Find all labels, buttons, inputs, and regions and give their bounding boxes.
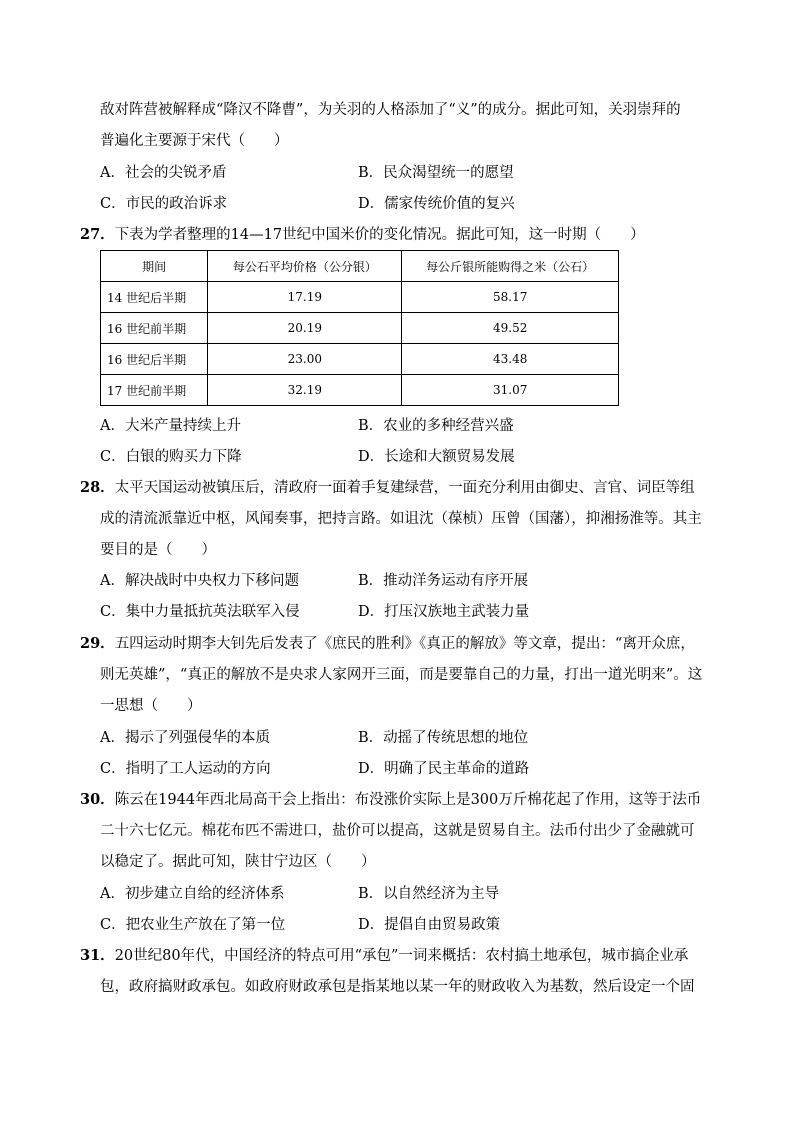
table-row — [101, 375, 619, 406]
q26-option-a: A．社会的尖锐矛盾 — [100, 165, 227, 181]
q29-stem-line-1 — [80, 634, 695, 654]
q26-stem-line-1: 敌对阵营被解释成“降汉不降曹”，为关羽的人格添加了“义”的成分。据此可知，关羽崇拜的 — [100, 102, 681, 118]
q29-option-a: A．揭示了列强侵华的本质 — [100, 730, 270, 746]
q28-option-b: B．推动洋务运动有序开展 — [358, 573, 529, 589]
q28-stem-line-2: 成的清流派靠近中枢，风闻奏事，把持言路。如诅沈（葆桢）压曾（国藩），抑湘扬淮等。其主 — [100, 511, 702, 527]
q27-option-b: B．农业的多种经营兴盛 — [358, 418, 514, 434]
table-cell-price: 32.19 — [208, 375, 402, 406]
q28-stem-line-1 — [80, 478, 695, 498]
table-row — [101, 313, 619, 344]
table-cell-rice: 31.07 — [402, 375, 619, 406]
table-row — [101, 344, 619, 375]
table-cell-price: 17.19 — [208, 282, 402, 313]
table-cell-rice: 43.48 — [402, 344, 619, 375]
q29-number: 29． — [80, 635, 115, 652]
q29-option-d: D．明确了民主革命的道路 — [358, 761, 530, 777]
q30-text-1: 陈云在1944年西北局高干会上指出：布没涨价实际上是300万斤棉花起了作用，这等于法币 — [114, 792, 702, 808]
table-cell-rice: 58.17 — [402, 282, 619, 313]
q28-option-a: A．解决战时中央权力下移问题 — [100, 573, 299, 589]
q30-option-a: A．初步建立自给的经济体系 — [100, 886, 285, 902]
q30-option-c: C．把农业生产放在了第一位 — [100, 917, 286, 933]
q28-option-c: C．集中力量抵抗英法联军入侵 — [100, 604, 300, 620]
q29-text-1: 五四运动时期李大钊先后发表了《庶民的胜利》《真正的解放》等文章，提出：“离开众庶， — [114, 636, 695, 652]
q30-option-b: B．以自然经济为主导 — [358, 886, 500, 902]
q27-text: 下表为学者整理的14—17世纪中国米价的变化情况。据此可知，这一时期（ ） — [114, 227, 645, 243]
q31-number: 31． — [80, 947, 115, 964]
q27-number: 27． — [80, 226, 115, 243]
q28-stem-line-3: 要目的是（ ） — [100, 542, 216, 558]
table-header-period: 期间 — [101, 251, 208, 282]
q26-stem-line-2: 普遍化主要源于宋代（ ） — [100, 133, 289, 149]
q30-number: 30． — [80, 791, 115, 808]
table-cell-period: 16 世纪后半期 — [101, 344, 208, 375]
q30-option-d: D．提倡自由贸易政策 — [358, 917, 501, 933]
q27-stem — [80, 225, 645, 245]
table-header-rice-per-silver: 每公斤银所能购得之米（公石） — [402, 251, 619, 282]
rice-price-table — [100, 250, 619, 406]
q27-option-a: A．大米产量持续上升 — [100, 418, 241, 434]
table-header-avg-price: 每公石平均价格（公分银） — [208, 251, 402, 282]
q31-stem-line-2: 包，政府搞财政承包。如政府财政承包是指某地以某一年的财政收入为基数，然后设定一个固 — [100, 979, 695, 995]
q29-option-b: B．动摇了传统思想的地位 — [358, 730, 529, 746]
q29-option-c: C．指明了工人运动的方向 — [100, 761, 271, 777]
q30-stem-line-3: 以稳定了。据此可知，陕甘宁边区（ ） — [100, 854, 376, 870]
table-cell-price: 20.19 — [208, 313, 402, 344]
table-cell-rice: 49.52 — [402, 313, 619, 344]
q28-number: 28． — [80, 479, 115, 496]
table-cell-period: 17 世纪前半期 — [101, 375, 208, 406]
q27-option-c: C．白银的购买力下降 — [100, 449, 242, 465]
table-row — [101, 282, 619, 313]
q30-stem-line-2: 二十六七亿元。棉花布匹不需进口，盐价可以提高，这就是贸易自主。法币付出少了金融就可 — [100, 823, 695, 839]
q28-text-1: 太平天国运动被镇压后，清政府一面着手复建绿营，一面充分利用由御史、言官、词臣等组 — [114, 480, 695, 496]
q29-stem-line-3: 一思想（ ） — [100, 698, 202, 714]
q31-stem-line-1 — [80, 946, 688, 966]
table-cell-period: 16 世纪前半期 — [101, 313, 208, 344]
q30-stem-line-1 — [80, 790, 701, 810]
q26-option-d: D．儒家传统价值的复兴 — [358, 196, 515, 212]
table-cell-price: 23.00 — [208, 344, 402, 375]
q29-stem-line-2: 则无英雄”，“真正的解放不是央求人家网开三面，而是要靠自己的力量，打出一道光明来”。这 — [100, 667, 703, 683]
q26-option-c: C．市民的政治诉求 — [100, 196, 228, 212]
q28-option-d: D．打压汉族地主武装力量 — [358, 604, 530, 620]
q31-text-1: 20世纪80年代，中国经济的特点可用“承包”一词来概括：农村搞土地承包，城市搞企业承 — [114, 948, 689, 964]
q26-option-b: B．民众渴望统一的愿望 — [358, 165, 514, 181]
table-header-row — [101, 251, 619, 282]
q27-option-d: D．长途和大额贸易发展 — [358, 449, 515, 465]
table-cell-period: 14 世纪后半期 — [101, 282, 208, 313]
